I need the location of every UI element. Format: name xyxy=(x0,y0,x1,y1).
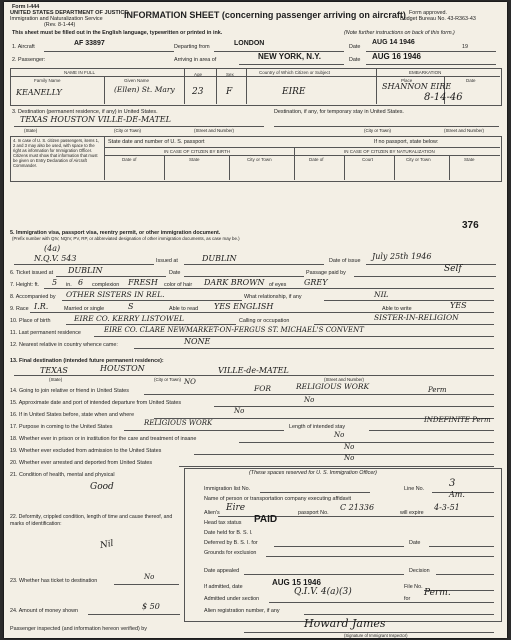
eye-color-value: GREY xyxy=(304,278,328,287)
family-name-header: Family Name xyxy=(34,78,61,83)
year-prefix: 19 xyxy=(462,44,468,50)
race-label: 9. Race xyxy=(10,306,29,312)
visa-value: N.Q.V. 543 xyxy=(34,254,77,263)
form-title: INFORMATION SHEET (concerning passenger arriving on aircraft) xyxy=(124,10,406,20)
prison-label: 18. Whether ever in prison or in institution for the care and treatment of insane xyxy=(10,436,197,442)
immigration-list-label: Immigration list No. xyxy=(204,486,251,492)
destination-value: TEXAS HOUSTON VILLE-DE-MATEL xyxy=(20,115,171,124)
department-name: UNITED STATES DEPARTMENT OF JUSTICE xyxy=(10,10,129,16)
embarkation-header: EMBARKATION xyxy=(409,70,442,75)
will-expire-label: will expire xyxy=(400,510,424,516)
excluded-value: No xyxy=(344,443,355,451)
aircraft-value: AF 33897 xyxy=(74,40,105,47)
dest-city-caption: (City or Town) xyxy=(114,128,141,133)
visa-sublabel: (Prefix number with QIV, NQIV, PV, RP, or abbreviated designation of other immigration documents, as case may be.) xyxy=(12,236,240,241)
country-header: Country of Which Citizen or Subject xyxy=(259,70,331,75)
form-subtitle: This sheet must be filled out in the English language, typewritten or printed in ink. xyxy=(12,30,223,36)
join-relative-label: 14. Going to join relative or friend in United States xyxy=(10,388,129,394)
document-number: 376 xyxy=(462,220,479,231)
nat-court-col: Court xyxy=(362,157,374,162)
final-destination-label: 13. Final destination (intended future permanent residence): xyxy=(10,358,164,364)
health-label: 21. Condition of health, mental and physical xyxy=(10,472,115,478)
date-label: Date xyxy=(349,44,361,50)
birthplace-value: EIRE CO. KERRY LISTOWEL xyxy=(74,314,185,323)
birth-date-col: Date of xyxy=(122,157,137,162)
admitted-date-value: AUG 15 1946 xyxy=(272,578,321,587)
exclusion-grounds-label: Grounds for exclusion xyxy=(204,550,257,556)
last-residence-value: EIRE CO. CLARE NEWMARKET-ON-FERGUS ST. MICHAEL'S CONVENT xyxy=(104,326,364,334)
departing-value: LONDON xyxy=(234,40,265,47)
height-label: 7. Height: ft. xyxy=(10,282,40,288)
nearest-relative-value: NONE xyxy=(184,337,211,346)
prison-value: No xyxy=(334,431,345,439)
accompanied-value: OTHER SISTERS IN REL. xyxy=(66,290,165,299)
citizen-birth-header: IN CASE OF CITIZEN BY BIRTH xyxy=(164,149,231,154)
line-number-label: Line No. xyxy=(404,486,425,492)
issued-at-label: Issued at xyxy=(156,258,178,264)
join-relative-for: FOR xyxy=(254,384,271,393)
decision-label: Decision xyxy=(409,568,430,574)
visa-note: (4a) xyxy=(44,244,61,253)
nat-state-col: State xyxy=(464,157,475,162)
join-relative-no: NO xyxy=(184,378,196,386)
nat-city-col: City or Town xyxy=(406,157,431,162)
deformity-label: 22. Deformity, crippled condition, length of time and cause thereof, and marks of identification: xyxy=(10,514,173,527)
passage-paid-label: Passage paid by xyxy=(306,270,346,276)
read-label: Able to read xyxy=(169,306,199,312)
sex-header: Sex xyxy=(226,72,234,77)
admitted-for-label: for xyxy=(404,596,411,602)
birthplace-label: 10. Place of birth xyxy=(10,318,51,324)
complexion-value: FRESH xyxy=(128,278,158,287)
occupation-value: SISTER-IN-RELIGION xyxy=(374,313,459,322)
dest-state-caption: (State) xyxy=(24,128,38,133)
temp-destination-label: Destination, if any, for temporary stay in United States. xyxy=(274,109,404,115)
transport-company-label: Name of person or transportation company executing affidavit xyxy=(204,496,352,502)
ticket-destination-label: 23. Whether has ticket to destination xyxy=(10,578,98,584)
deferred-date-label: Date xyxy=(409,540,421,546)
final-street-value: VILLE-de-MATEL xyxy=(218,366,289,375)
date-of-issue-label: Date of issue xyxy=(329,258,361,264)
prior-visit-value: No xyxy=(234,407,245,415)
passage-paid-value: Self xyxy=(444,264,462,274)
passport-no-value: C 21336 xyxy=(340,503,375,512)
money-label: 24. Amount of money shown xyxy=(10,608,79,614)
alien-registration-label: Alien registration number, if any xyxy=(204,608,280,614)
date-appealed-label: Date appealed xyxy=(204,568,240,574)
final-state-caption: (State) xyxy=(49,377,63,382)
family-name-value: KEANELLY xyxy=(16,88,62,97)
citizen-note: 4. In case of U. S. citizen passengers, items 1, 2 and 3 may also be used, with space to the right as information for Immigration Officer. Citizens must show that information that must be given on Entry Declaration of Aircraft Commander. xyxy=(13,138,100,168)
age-header: Age xyxy=(194,72,203,77)
form-note: (Note further instructions on back of this form.) xyxy=(344,30,455,36)
admitted-for-value: Perm. xyxy=(424,588,451,598)
transport-company-value: Am. xyxy=(449,490,465,499)
height-inches-value: 6 xyxy=(78,278,84,287)
final-city-value: HOUSTON xyxy=(100,364,145,373)
given-name-value: (Ellen) St. Mary xyxy=(114,85,175,94)
embark-date-value: 8-14-46 xyxy=(424,92,463,103)
head-tax-value: PAID xyxy=(254,514,278,525)
hair-color-value: DARK BROWN xyxy=(204,278,265,287)
accompanied-label: 8. Accompanied by xyxy=(10,294,56,300)
last-residence-label: 11. Last permanent residence xyxy=(10,330,81,336)
write-value: YES xyxy=(450,301,467,310)
aliens-value: Eire xyxy=(226,503,246,513)
date-held-label: Date held for B. S. I. xyxy=(204,530,253,536)
service-name: Immigration and Naturalization Service xyxy=(10,16,103,22)
visa-label: 5. Immigration visa, passport visa, reentry permit, or other immigration document. xyxy=(10,230,221,236)
sex-value: F xyxy=(226,87,233,97)
arriving-value: NEW YORK, N.Y. xyxy=(258,52,321,61)
final-state-value: TEXAS xyxy=(40,366,68,375)
temp-city-caption: (City or Town) xyxy=(364,128,391,133)
head-tax-label: Head tax status xyxy=(204,520,242,526)
complexion-label: complexion xyxy=(92,282,120,288)
final-city-caption: (City or Town) xyxy=(154,377,181,382)
hair-color-label: color of hair xyxy=(164,282,193,288)
inspector-signature: Howard James xyxy=(304,617,386,630)
prior-visit-label: 16. If in United States before, state when and where xyxy=(10,412,135,418)
health-value: Good xyxy=(90,482,114,492)
departure-plan-label: 15. Approximate date and port of intended departure from United States xyxy=(10,400,182,406)
budget-number: Budget Bureau No. 43-R363-43 xyxy=(400,16,476,22)
departing-label: Departing from xyxy=(174,44,210,50)
passenger-label: 2. Passenger: xyxy=(12,57,46,63)
issued-at-value: DUBLIN xyxy=(202,254,237,263)
departure-plan-value: No xyxy=(304,396,315,404)
nearest-relative-label: 12. Nearest relative in country whence came: xyxy=(10,342,118,348)
line-number-value: 3 xyxy=(449,478,456,489)
eye-color-label: of eyes xyxy=(269,282,287,288)
height-feet-value: 5 xyxy=(52,278,58,287)
citizen-naturalization-header: IN CASE OF CITIZEN BY NATURALIZATION xyxy=(344,149,435,154)
stay-length-value: INDEFINITE Perm xyxy=(424,416,491,424)
ticket-date-label: Date xyxy=(169,270,181,276)
admitted-section-value: Q.I.V. 4(a)(3) xyxy=(294,587,352,597)
ticket-value: DUBLIN xyxy=(68,266,103,275)
no-passport-label: If no passport, state below: xyxy=(374,139,439,145)
relationship-label: What relationship, if any xyxy=(244,294,302,300)
join-relative-purpose: RELIGIOUS WORK xyxy=(296,382,370,391)
stay-length-label: Length of intended stay xyxy=(289,424,346,430)
arrival-date-value: AUG 16 1946 xyxy=(372,52,421,61)
ticket-label: 6. Ticket issued at xyxy=(10,270,54,276)
date-of-issue-value: July 25th 1946 xyxy=(372,252,432,261)
inspected-by-label: Passenger inspected (and information hereon verified) by xyxy=(10,626,147,632)
dest-street-caption: (Street and Number) xyxy=(194,128,235,133)
file-no-label: File No. xyxy=(404,584,423,590)
form-approval: Form approved. xyxy=(409,10,448,16)
arriving-label: Arriving in area of xyxy=(174,57,217,63)
purpose-label: 17. Purpose in coming to the United States xyxy=(10,424,113,430)
purpose-value: RELIGIOUS WORK xyxy=(144,419,213,427)
age-value: 23 xyxy=(192,87,204,97)
will-expire-value: 4-3-51 xyxy=(434,503,460,512)
height-inches-label: in. xyxy=(66,282,72,288)
temp-street-caption: (Street and Number) xyxy=(444,128,485,133)
signature-caption: (Signature of Immigrant Inspector) xyxy=(344,633,408,638)
arrival-date-label: Date xyxy=(349,57,361,63)
birth-state-col: State xyxy=(189,157,200,162)
given-name-header: Given Name xyxy=(124,78,150,83)
deferred-label: Deferred by B. S. I. for xyxy=(204,540,258,546)
marital-label: Married or single xyxy=(64,306,105,312)
aircraft-label: 1. Aircraft xyxy=(12,44,35,50)
admitted-date-label: If admitted, date xyxy=(204,584,243,590)
deported-label: 20. Whether ever arrested and deported from United States xyxy=(10,460,153,466)
information-sheet-document xyxy=(4,2,507,638)
nat-date-col: Date of xyxy=(309,157,324,162)
embark-place-value: SHANNON EIRE xyxy=(382,82,452,91)
write-label: Able to write xyxy=(382,306,412,312)
deported-value: No xyxy=(344,454,355,462)
money-value: $ 50 xyxy=(142,602,160,611)
race-value: I.R. xyxy=(34,302,49,311)
place-header: Place xyxy=(401,78,413,83)
form-revision: (Rev. 8-1-44) xyxy=(44,22,76,28)
form-number: Form I-444 xyxy=(12,4,40,10)
excluded-label: 19. Whether ever excluded from admission to the United States xyxy=(10,448,162,454)
aliens-label: Alien's xyxy=(204,510,220,516)
passport-no-label: passport No. xyxy=(298,510,329,516)
occupation-label: Calling or occupation xyxy=(239,318,290,324)
departure-date-value: AUG 14 1946 xyxy=(372,39,415,46)
join-relative-perm: Perm xyxy=(428,386,447,394)
final-street-caption: (Street and Number) xyxy=(324,377,365,382)
ticket-destination-value: No xyxy=(144,573,155,581)
us-passport-label: State date and number of U. S. passport xyxy=(108,139,205,145)
embark-date-header: Date xyxy=(466,78,476,83)
read-value: YES ENGLISH xyxy=(214,302,274,311)
relationship-value: NIL xyxy=(374,290,389,299)
officer-header: (These spaces reserved for U. S. Immigration Officer) xyxy=(249,470,377,476)
name-in-full-header: NAME IN FULL xyxy=(64,70,96,75)
admitted-section-label: Admitted under section xyxy=(204,596,260,602)
marital-value: S xyxy=(128,302,134,311)
deformity-value: Nil xyxy=(99,538,115,552)
country-value: EIRE xyxy=(282,87,306,97)
destination-label: 3. Destination (permanent residence, if any) in United States. xyxy=(12,109,158,115)
birth-city-col: City or Town xyxy=(247,157,272,162)
